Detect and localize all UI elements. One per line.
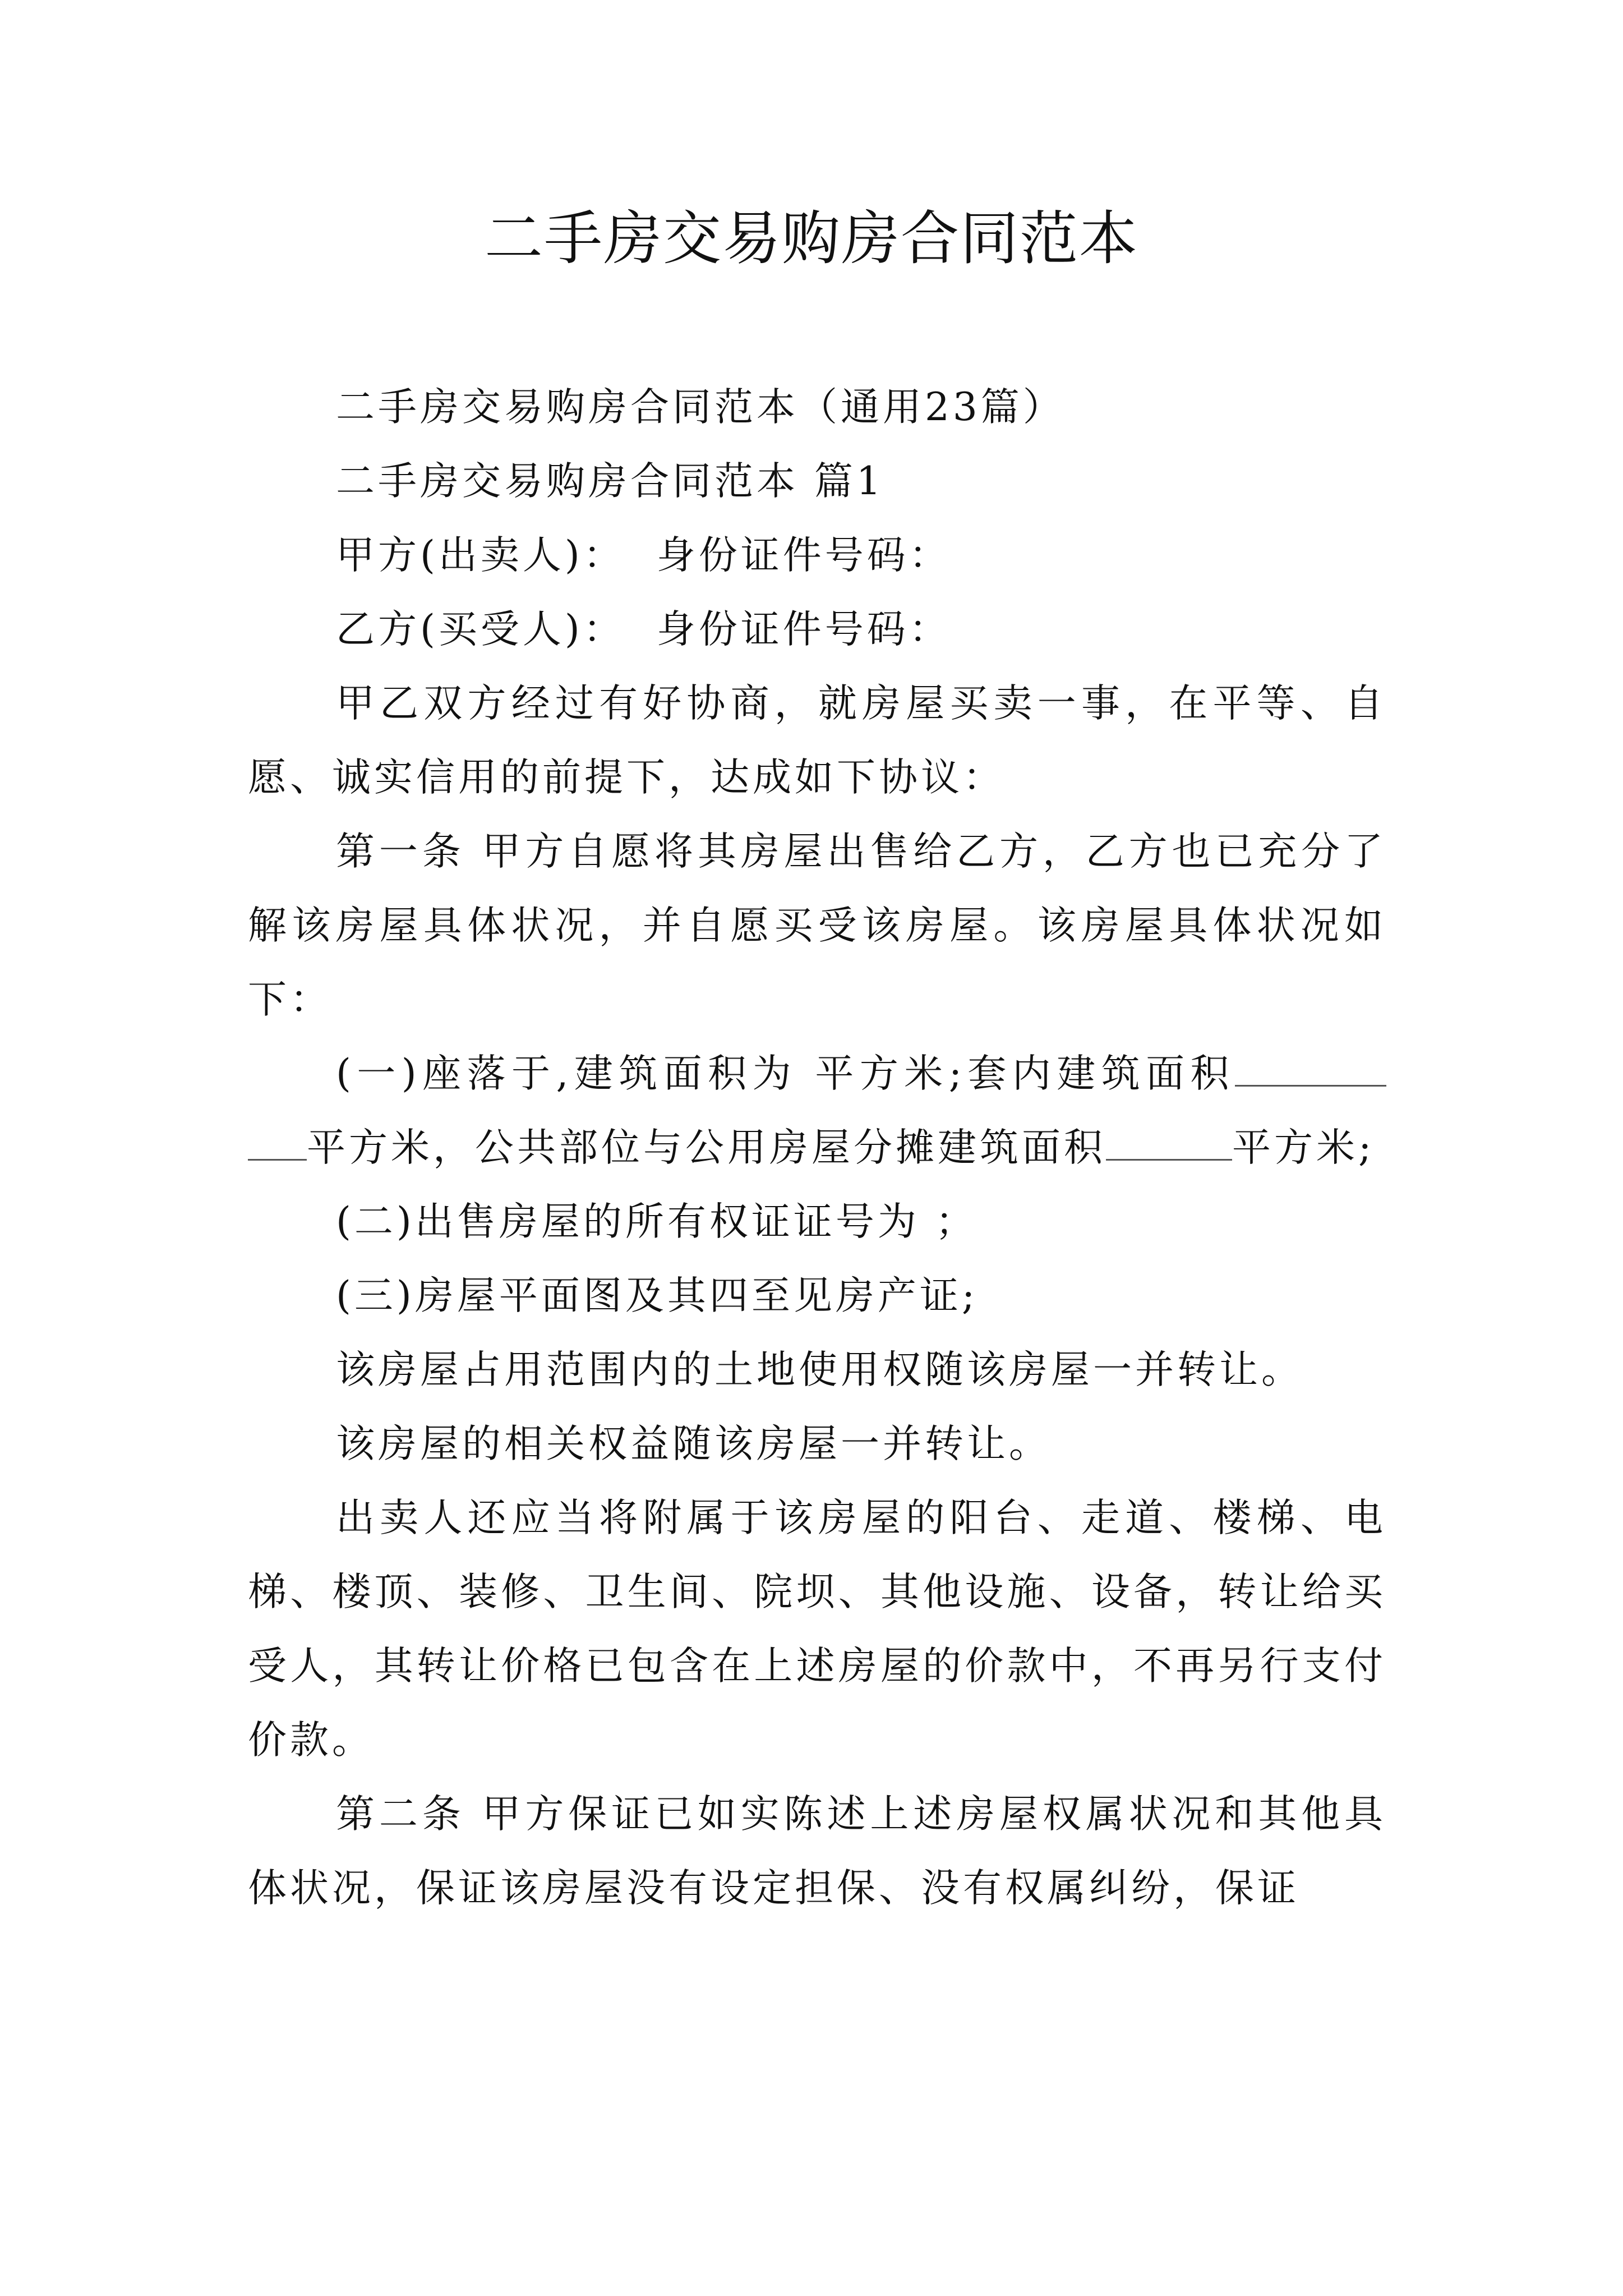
paragraph-article-1: 第一条 甲方自愿将其房屋出售给乙方，乙方也已充分了解该房屋具体状况，并自愿买受该房屋。该房屋具体状况如下： <box>248 829 1386 1022</box>
paragraph-floor-plan: (三)房屋平面图及其四至见房产证; <box>336 1273 979 1318</box>
blank-inner-area-2 <box>248 1122 307 1161</box>
paragraph-party-b: 乙方(买受人)： 身份证件号码： <box>336 607 951 652</box>
blank-shared-area <box>1106 1122 1232 1161</box>
blank-inner-area-1 <box>1235 1048 1386 1087</box>
paragraph-subtitle: 二手房交易购房合同范本（通用23篇） <box>336 385 1065 430</box>
paragraph-article-2: 第二条 甲方保证已如实陈述上述房屋权属状况和其他具体状况，保证该房屋没有设定担保、没有权属纠纷，保证 <box>248 1792 1386 1911</box>
location-area-text-2: 平方米，公共部位与公用房屋分摊建筑面积 <box>307 1125 1106 1170</box>
paragraph-section-heading: 二手房交易购房合同范本 篇1 <box>336 459 884 504</box>
document-title: 二手房交易购房合同范本 <box>484 204 1138 273</box>
paragraph-certificate-number: (二)出售房屋的所有权证证号为 ； <box>336 1199 978 1244</box>
location-area-text-1: (一)座落于,建筑面积为 平方米;套内建筑面积 <box>336 1051 1235 1096</box>
paragraph-land-use-right: 该房屋占用范围内的土地使用权随该房屋一并转让。 <box>336 1347 1303 1392</box>
paragraph-attachments: 出卖人还应当将附属于该房屋的阳台、走道、楼梯、电梯、楼顶、装修、卫生间、院坝、其他设施、设备，转让给买受人，其转让价格已包含在上述房屋的价款中，不再另行支付价款。 <box>248 1496 1386 1763</box>
paragraph-agreement-intro: 甲乙双方经过有好协商，就房屋买卖一事，在平等、自愿、诚实信用的前提下，达成如下协议： <box>248 681 1386 800</box>
paragraph-location-area <box>248 1037 1386 1185</box>
location-area-text-3: 平方米; <box>1232 1125 1375 1170</box>
paragraph-party-a: 甲方(出卖人)： 身份证件号码： <box>336 533 951 578</box>
document-body <box>248 370 1386 1925</box>
paragraph-related-rights: 该房屋的相关权益随该房屋一并转让。 <box>336 1421 1051 1466</box>
